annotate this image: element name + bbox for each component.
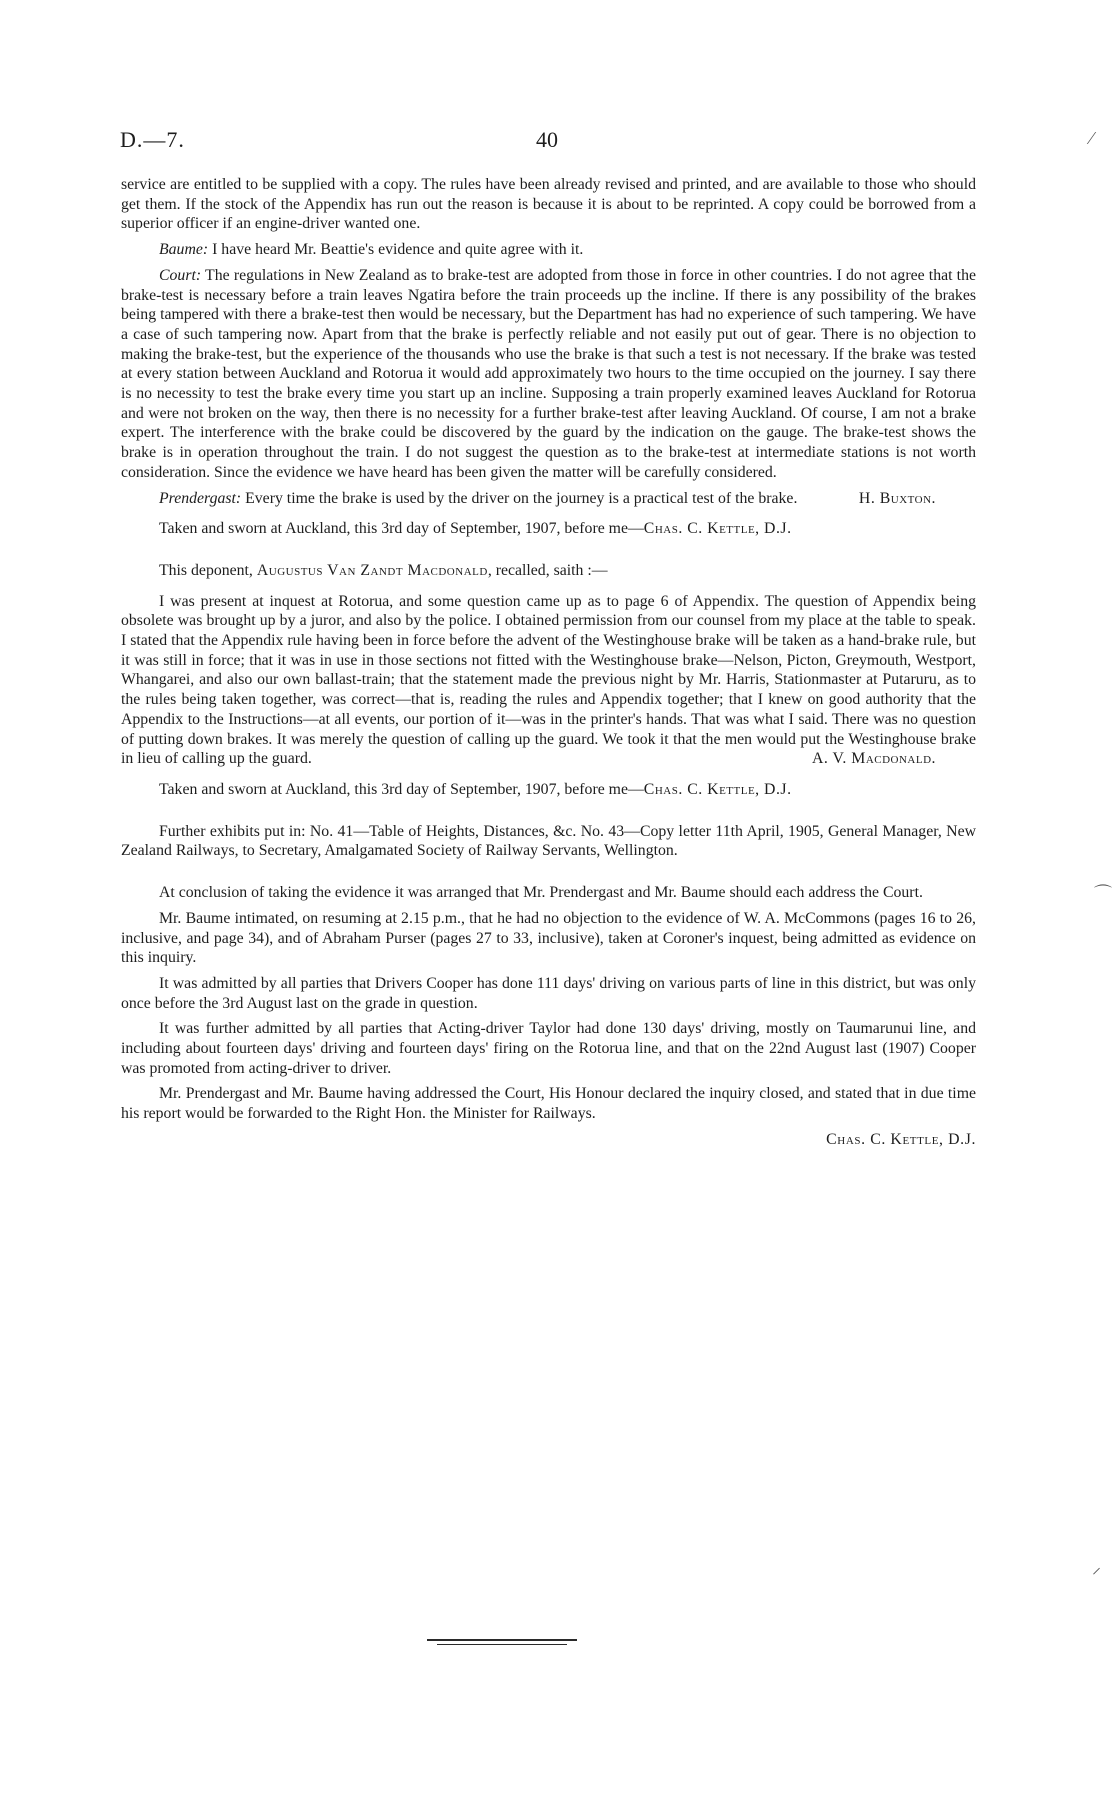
margin-bracket-icon: ⌒	[1094, 884, 1112, 904]
signature-macdonald: A. V. Macdonald.	[811, 750, 936, 768]
sworn-1-name: Chas. C. Kettle, D.J.	[643, 520, 792, 538]
document-reference: D.—7.	[120, 127, 185, 152]
margin-squiggle-icon: ⸝	[1092, 1557, 1101, 1577]
paragraph-baume	[121, 240, 976, 260]
sworn-2-name: Chas. C. Kettle, D.J.	[643, 780, 792, 798]
speaker-prendergast: Prendergast:	[159, 489, 242, 507]
paragraph-admitted-cooper: It was admitted by all parties that Drivers Cooper has done 111 days' driving on various parts of line in this district, but was only once before the 3rd August last on the grade in question.	[121, 974, 976, 1012]
paragraph-deponent	[121, 561, 976, 581]
margin-mark-icon: ⁄	[1090, 128, 1094, 148]
deponent-intro: This deponent,	[159, 561, 257, 579]
macdonald-statement: I was present at inquest at Rotorua, and some question came up as to page 6 of Appendix. The question of Appendix being obsolete was brought up by a juror, and also by the police. I obtained permission from our counsel from my place at the table to speak. I stated that the Appendix rule having been in force before the advent of the Westinghouse brake will be taken as a hand-brake rule, but it was still in force; that it was in use in those sections not fitted with the Westinghouse brake—Nelson, Picton, Greymouth, Westport, Whangarei, and also our own ballast-train; that the statement made the previous night by Mr. Harris, Stationmaster at Putaruru, as to the rules being taken together, was correct—that is, reading the rules and Appendix together; that I knew on good authority that the Appendix to the Instructions—at all events, our portion of it—was in the printer's hands. That was what I said. There was no question of putting down brakes. It was merely the question of calling up the guard. We took it that the men would put the Westinghouse brake in lieu of calling up the guard.	[121, 592, 976, 768]
paragraph-court	[121, 266, 976, 483]
court-statement: The regulations in New Zealand as to brake-test are adopted from those in force in other countries. I do not agree that the brake-test is necessary before a train leaves Ngatira before the train proceeds up the incline. If there is any possibility of the brakes being tampered with there a brake-test then would be necessary, but the Department has had no experience of such tampering. We have a case of such tampering now. Apart from that the brake is perfectly reliable and not easily put out of gear. There is no objection to making the brake-test, but the experience of the thousands who use the brake is that such a test is not necessary. If the brake was tested at every station between Auckland and Rotorua it would add approximately two hours to the time occupied on the journey. I say there is no necessity to test the brake every time you start up an incline. Supposing a train properly examined leaves Auckland for Rotorua and were not broken on the way, then there is no necessity for a further brake-test after leaving Auckland. Of course, I am not a brake expert. The interference with the brake could be discovered by the guard by the indication on the gauge. The brake-test shows the brake is in operation throughout the train. I do not suggest the question as to the brake-test at intermediate stations is not worth consideration. Since the evidence we have heard has been given the matter will be carefully considered.	[121, 266, 976, 481]
deponent-outro: , recalled, saith :—	[487, 561, 608, 579]
paragraph-baume-intimated: Mr. Baume intimated, on resuming at 2.15 p.m., that he had no objection to the evidence of W. A. McCommons (pages 16 to 26, inclusive, and page 34), and of Abraham Purser (pages 27 to 33, inclusive), taken at Coroner's inquest, being admitted as evidence on this inquiry.	[121, 909, 976, 967]
deponent-name: Augustus Van Zandt Macdonald	[256, 561, 488, 579]
closing-rule-top	[427, 1639, 577, 1641]
paragraph-conclusion: At conclusion of taking the evidence it was arranged that Mr. Prendergast and Mr. Baume should each address the Court.	[159, 884, 923, 902]
paragraph-closing: Mr. Prendergast and Mr. Baume having addressed the Court, His Honour declared the inquiry closed, and stated that in due time his report would be forwarded to the Right Hon. the Minister for Railways.	[121, 1085, 976, 1123]
page-header	[0, 127, 1114, 157]
sworn-1-text: Taken and sworn at Auckland, this 3rd day of September, 1907, before me—	[159, 520, 644, 538]
paragraph-admitted-taylor: It was further admitted by all parties that Acting-driver Taylor had done 130 days' driving, mostly on Taumarunui line, and including about fourteen days' driving and fourteen days' firing on the Rotorua line, and that on the 22nd August last (1907) Cooper was promoted from acting-driver to driver.	[121, 1020, 976, 1077]
paragraph-prendergast	[121, 489, 976, 509]
paragraph-service: service are entitled to be supplied with a copy. The rules have been already revised and printed, and are available to those who should get them. If the stock of the Appendix has run out the reason is because it is about to be reprinted. A copy could be borrowed from a superior officer if an engine-driver wanted one.	[121, 176, 976, 233]
speaker-baume: Baume:	[159, 241, 209, 259]
page-number: 40	[536, 127, 558, 152]
final-signature: Chas. C. Kettle, D.J.	[826, 1130, 976, 1148]
paragraph-sworn-1	[121, 519, 976, 539]
baume-statement: I have heard Mr. Beattie's evidence and quite agree with it.	[208, 241, 584, 259]
paragraph-sworn-2	[121, 780, 976, 800]
paragraph-exhibits: Further exhibits put in: No. 41—Table of Heights, Distances, &c. No. 43—Copy letter 11th April, 1905, General Manager, New Zealand Railways, to Secretary, Amalgamated Society of Railway Servants, Wellington.	[121, 822, 976, 860]
document-body	[121, 175, 976, 1150]
signature-buxton: H. Buxton.	[858, 489, 936, 507]
closing-rule-bottom	[437, 1644, 567, 1645]
prendergast-statement: Every time the brake is used by the driver on the journey is a practical test of the brake.	[241, 489, 798, 507]
sworn-2-text: Taken and sworn at Auckland, this 3rd day of September, 1907, before me—	[159, 780, 644, 798]
paragraph-macdonald	[121, 592, 976, 769]
speaker-court: Court:	[159, 266, 202, 284]
